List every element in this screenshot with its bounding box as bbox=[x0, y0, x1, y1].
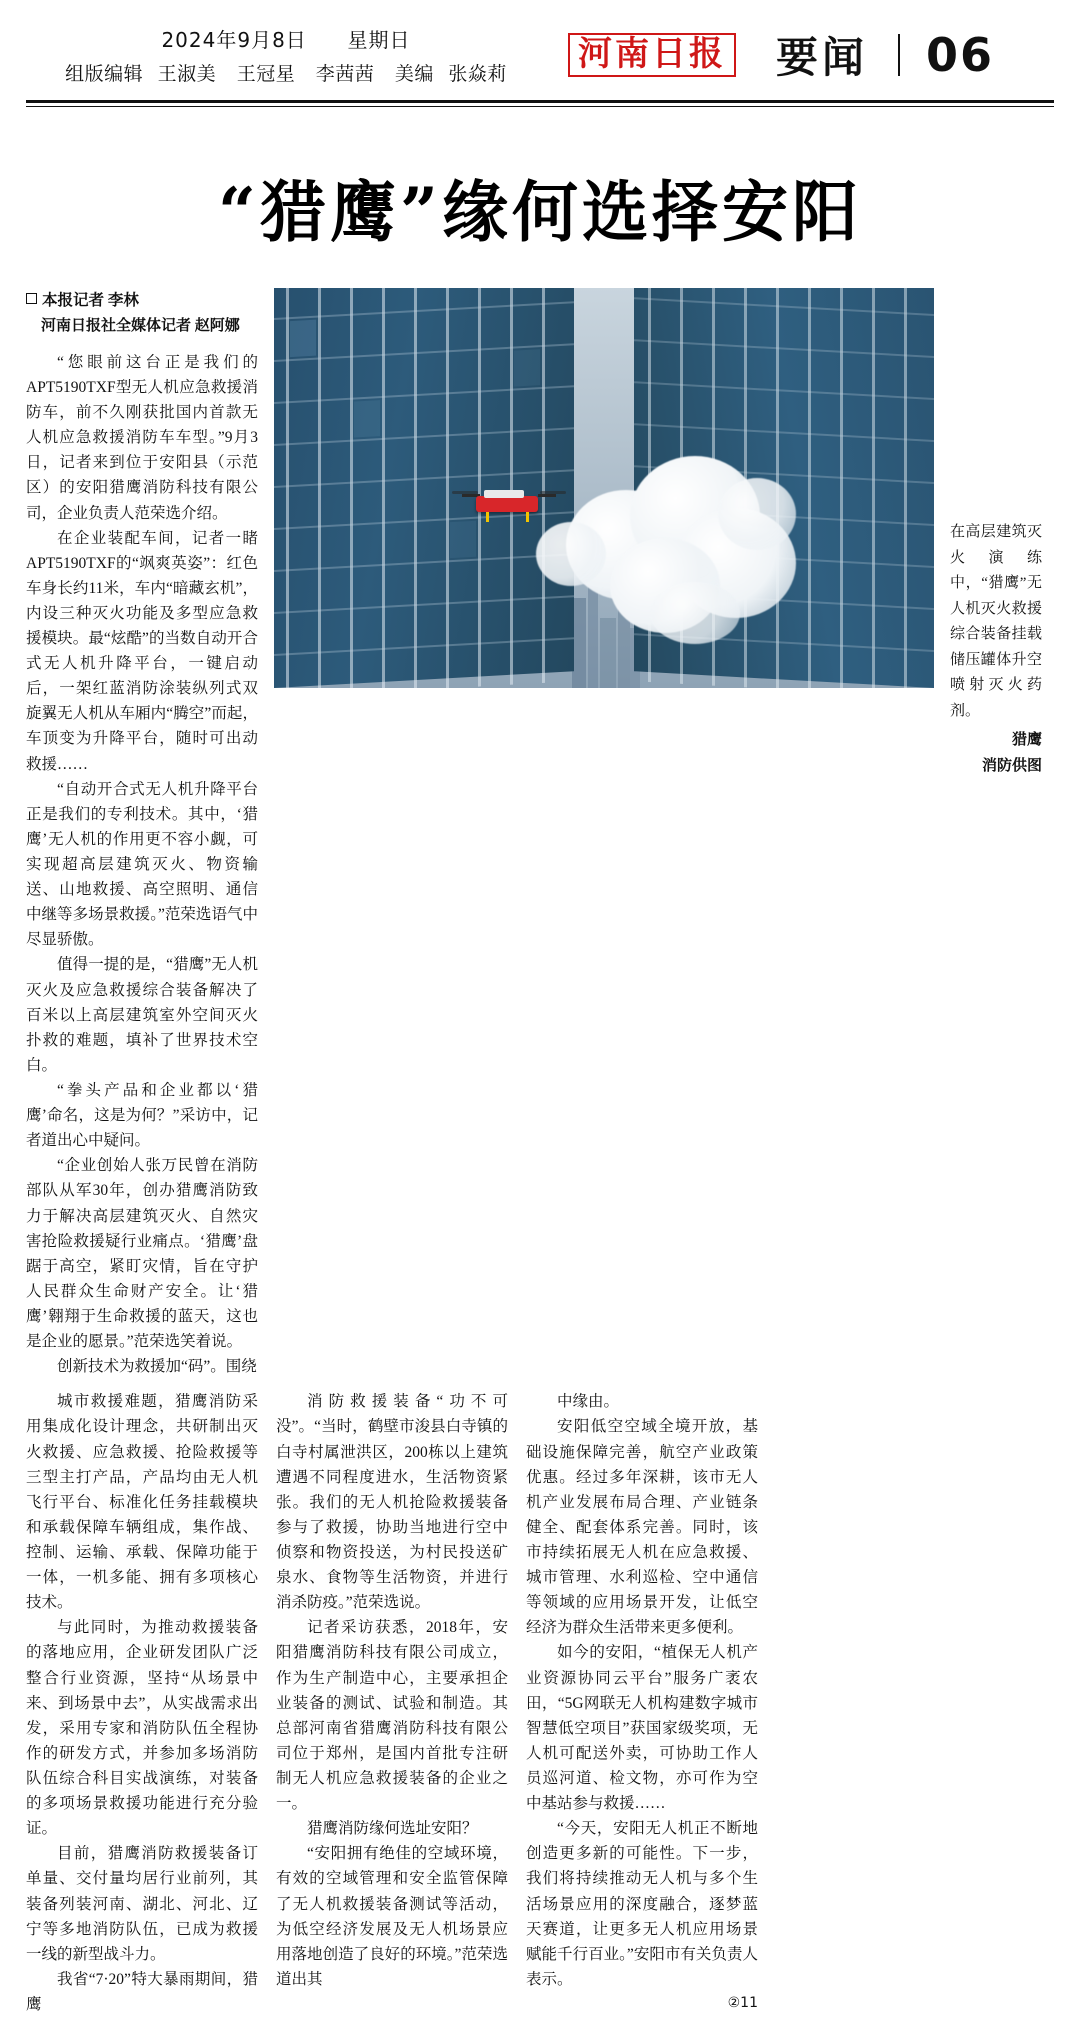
editor-name-2: 王冠星 bbox=[236, 63, 296, 85]
publish-date: 2024年9月8日 bbox=[161, 28, 307, 52]
paper-logo: 河南日报 bbox=[568, 33, 736, 77]
masthead-brand bbox=[546, 25, 1054, 85]
byline bbox=[26, 288, 258, 340]
paragraph: “安阳拥有绝佳的空域环境，有效的空域管理和安全监管保障了无人机救援装备测试等活动，为低空经济发展及无人机场景应用落地创造了良好的环境。”范荣选道出其 bbox=[276, 1845, 508, 1988]
byline-line-2: 河南日报社全媒体记者 赵阿娜 bbox=[41, 318, 240, 335]
editors-row bbox=[26, 59, 546, 86]
article-photo bbox=[274, 288, 934, 688]
editors-label: 组版编辑 bbox=[65, 63, 144, 85]
article-column-2 bbox=[26, 1389, 258, 2017]
article-column-3 bbox=[276, 1389, 508, 2017]
paragraph: 与此同时，为推动救援装备的落地应用，企业研发团队广泛整合行业资源，坚持“从场景中来、到场景中去”，从实战需求出发，采用专家和消防队伍全程协作的研发方式，并参加多场消防队伍综合科目实战演练，对装备的多项场景救援功能进行充分验证。 bbox=[26, 1619, 258, 1838]
photo-caption-column bbox=[950, 288, 1042, 1379]
paragraph: “自动开合式无人机升降平台正是我们的专利技术。其中，‘猎鹰’无人机的作用更不容小觑，可实现超高层建筑灭火、物资输送、山地救援、高空照明、通信中继等多场景救援。”范荣选语气中尽显骄傲。 bbox=[26, 780, 258, 949]
masthead-info bbox=[26, 24, 546, 86]
paragraph: 中缘由。 bbox=[557, 1393, 620, 1411]
article-top-area bbox=[26, 288, 1054, 1379]
masthead-date-row bbox=[26, 24, 546, 53]
article-photo-block bbox=[274, 288, 934, 1379]
paragraph: 目前，猎鹰消防救援装备订单量、交付量均居行业前列，其装备列装河南、湖北、河北、辽宁等多地消防队伍，已成为救援一线的新型战斗力。 bbox=[26, 1845, 258, 1963]
paragraph: 消防救援装备“功不可没”。“当时，鹤壁市浚县白寺镇的白寺村属泄洪区，200栋以上建筑遭遇不同程度进水，生活物资紧张。我们的无人机抢险救援装备参与了救援，协助当地进行空中侦察和物资投送，为村民投送矿泉水、食物等生活物资，并进行消杀防疫。”范荣选说。 bbox=[276, 1393, 508, 1612]
article-column-1 bbox=[26, 288, 258, 1379]
masthead bbox=[26, 0, 1054, 92]
paragraph: “今天，安阳无人机正不断地创造更多新的可能性。下一步，我们将持续推动无人机与多个生活场景应用的深度融合，逐梦蓝天赛道，让更多无人机应用场景赋能千行百业。”安阳市有关负责人表示。 bbox=[526, 1820, 758, 1988]
editor-name-1: 王淑美 bbox=[157, 63, 217, 85]
byline-line-1 bbox=[26, 288, 258, 314]
art-editor-label: 美编 bbox=[394, 63, 434, 85]
paragraph: 如今的安阳，“植保无人机产业资源协同云平台”服务广袤农田，“5G网联无人机构建数字城市智慧低空项目”获国家级奖项，无人机可配送外卖，可协助工作人员巡河道、检文物，亦可作为空中基站参与救援…… bbox=[526, 1644, 758, 1813]
square-bullet-icon bbox=[26, 293, 37, 304]
divider-vertical bbox=[898, 34, 900, 76]
paragraph: “拳头产品和企业都以‘猎鹰’命名，这是为何？”采访中，记者道出心中疑问。 bbox=[26, 1082, 258, 1150]
page-number: 06 bbox=[926, 28, 995, 82]
page-title: “猎鹰”缘何选择安阳 bbox=[218, 173, 862, 251]
article-end-mark: ②11 bbox=[727, 1994, 758, 2011]
photo-caption: 在高层建筑灭火演练中，“猎鹰”无人机灭火救援综合装备挂载储压罐体升空喷射灭火药剂。 bbox=[950, 524, 1042, 719]
paragraph: 猎鹰消防缘何选址安阳？ bbox=[307, 1820, 478, 1838]
photo-credit-name: 猎鹰 bbox=[1011, 732, 1042, 748]
paragraph: “您眼前这台正是我们的APT5190TXF型无人机应急救援消防车，前不久刚获批国内首款无人机应急救援消防车车型。”9月3日，记者来到位于安阳县（示范区）的安阳猎鹰消防科技有限公司，企业负责人范荣选介绍。 bbox=[26, 353, 258, 522]
editor-name-3: 李茜茜 bbox=[315, 63, 375, 85]
byline-reporter: 本报记者 李林 bbox=[42, 292, 139, 309]
masthead-rule bbox=[26, 100, 1054, 103]
paragraph: 我省“7·20”特大暴雨期间，猎鹰 bbox=[26, 1970, 258, 2013]
paragraph: 城市救援难题，猎鹰消防采用集成化设计理念，共研制出灭火救援、应急救援、抢险救援等三型主打产品，产品均由无人机飞行平台、标准化任务挂载模块和承载保障车辆组成，集作战、控制、运输、承载、保障功能于一体，一机多能、拥有多项核心技术。 bbox=[26, 1393, 258, 1612]
section-title: 要闻 bbox=[776, 33, 869, 82]
paragraph: 记者采访获悉，2018年，安阳猎鹰消防科技有限公司成立，作为生产制造中心，主要承担企业装备的测试、试验和制造。其总部河南省猎鹰消防科技有限公司位于郑州，是国内首批专注研制无人机应急救援装备的企业之一。 bbox=[276, 1619, 508, 1813]
paragraph: 在企业装配车间，记者一睹APT5190TXF的“飒爽英姿”：红色车身长约11米，车内“暗藏玄机”，内设三种灭火功能及多型应急救援模块。最“炫酷”的当数自动开合式无人机升降平台，一键启动后，一架红蓝消防涂装纵列式双旋翼无人机从车厢内“腾空”而起，车顶变为升降平台，随时可出动救援…… bbox=[26, 529, 258, 773]
photo-smoke-plume bbox=[526, 438, 826, 648]
paragraph: 安阳低空空域全境开放，基础设施保障完善，航空产业政策优惠。经过多年深耕，该市无人机产业发展布局合理、产业链条健全、配套体系完善。同时，该市持续拓展无人机在应急救援、城市管理、水利巡检、空中通信等领域的应用场景开发，让低空经济为群众生活带来更多便利。 bbox=[526, 1418, 758, 1637]
art-editor-name: 张焱莉 bbox=[448, 63, 507, 85]
paragraph: 值得一提的是，“猎鹰”无人机灭火及应急救援综合装备解决了百米以上高层建筑室外空间灭火扑救的难题，填补了世界技术空白。 bbox=[26, 956, 258, 1074]
publish-weekday: 星期日 bbox=[347, 28, 411, 52]
article-column-4 bbox=[526, 1389, 758, 2017]
paragraph: 创新技术为救援加“码”。围绕 bbox=[57, 1358, 257, 1376]
article-bottom-area bbox=[26, 1389, 1054, 2017]
photo-firefighting-drone bbox=[470, 484, 548, 524]
paragraph: “企业创始人张万民曾在消防部队从军30年，创办猎鹰消防致力于解决高层建筑灭火、自然灾害抢险救援疑行业痛点。‘猎鹰’盘踞于高空，紧盯灾情，旨在守护人民群众生命财产安全。让‘猎鹰’翱翔于生命救援的蓝天，这也是企业的愿景。”范荣选笑着说。 bbox=[26, 1157, 258, 1351]
photo-credit-source: 消防供图 bbox=[981, 757, 1042, 774]
